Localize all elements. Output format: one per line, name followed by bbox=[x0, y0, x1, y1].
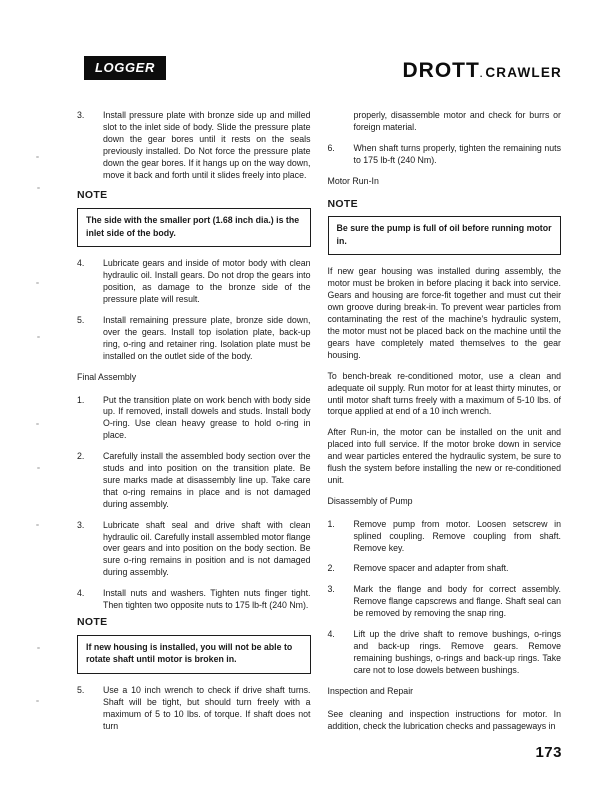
scan-mark bbox=[37, 647, 40, 649]
numbered-step bbox=[77, 258, 311, 306]
numbered-step bbox=[77, 520, 311, 580]
scan-mark bbox=[37, 187, 40, 189]
numbered-step bbox=[77, 685, 311, 733]
step-number: 1. bbox=[77, 394, 85, 405]
scan-mark bbox=[36, 524, 39, 526]
numbered-step bbox=[328, 584, 562, 620]
step-number: 6. bbox=[327, 142, 335, 153]
step-number: 2. bbox=[327, 563, 335, 574]
body-paragraph: To bench-break re-conditioned motor, use a clean and adequate oil supply. Run motor for at least thirty minutes, or until motor shaft turns freely with a maximum of 5-10 lbs. of torque applied at end of a 10 inch wrench. bbox=[327, 370, 561, 417]
numbered-step bbox=[328, 629, 562, 677]
left-column bbox=[77, 110, 311, 742]
step-text: When shaft turns properly, tighten the remaining nuts to 175 lb-ft (240 Nm). bbox=[353, 142, 561, 165]
step-text: Lubricate shaft seal and drive shaft with clean hydraulic oil. Carefully install assembled motor flange over gears and into position on the body section. Be sure o-ring remains in position and is not damaged during assembly. bbox=[103, 519, 311, 578]
right-column bbox=[328, 110, 562, 742]
numbered-step bbox=[77, 451, 311, 511]
body-paragraph: See cleaning and inspection instructions for motor. In addition, check the lubrication checks and passageways in bbox=[327, 708, 561, 731]
numbered-step bbox=[77, 395, 311, 443]
note-heading: NOTE bbox=[77, 616, 108, 628]
step-number: 4. bbox=[77, 588, 85, 599]
scan-mark bbox=[37, 467, 40, 469]
note-heading: NOTE bbox=[327, 197, 358, 210]
numbered-step bbox=[328, 519, 562, 555]
step-text: properly, disassemble motor and check for burrs or foreign material. bbox=[353, 110, 561, 132]
scan-mark bbox=[36, 156, 39, 158]
step-text: Lubricate gears and inside of motor body with clean hydraulic oil. Install gears. Do not drop the gears into position, as damage to the bronze side of the pressure plate will result. bbox=[103, 258, 311, 305]
step-number: 2. bbox=[77, 451, 85, 462]
step-number: 1. bbox=[327, 518, 335, 529]
scan-mark bbox=[36, 282, 39, 284]
step-number: 5. bbox=[77, 314, 85, 325]
step-text: Carefully install the assembled body section over the studs and into position on the transition plate. Be sure marks made at disassembly line up. Take care that o-ring remains in place and is not damaged during assembly. bbox=[103, 451, 311, 509]
step-text: Install nuts and washers. Tighten nuts finger tight. Then tighten two opposite nuts to 175 lb-ft (240 Nm). bbox=[103, 588, 311, 611]
step-number-spacer bbox=[328, 110, 354, 134]
numbered-step bbox=[328, 143, 562, 167]
section-heading-final-assembly: Final Assembly bbox=[77, 371, 137, 382]
note-box: If new housing is installed, you will not be able to rotate shaft until motor is broken in. bbox=[77, 635, 311, 674]
note-box: Be sure the pump is full of oil before running motor in. bbox=[328, 216, 562, 255]
step-text: Remove pump from motor. Loosen setscrew in splined coupling. Remove coupling from shaft. Remove key. bbox=[353, 518, 561, 553]
note-heading: NOTE bbox=[77, 189, 108, 202]
step-text: Lift up the drive shaft to remove bushings, o-rings and back-up rings. Remove gears. Remove remaining bushings, o-rings and back-up rings. Take care not to lose dowels between bushings. bbox=[353, 629, 561, 675]
page-header bbox=[84, 56, 562, 81]
step-number: 3. bbox=[77, 519, 85, 530]
step-text: Install remaining pressure plate, bronze side down, over the gears. Install top isolation plate, back-up ring, o-ring and retainer ring. Isolation plate must be installed on the outlet side of the body. bbox=[103, 314, 311, 361]
section-heading-motor-run-in: Motor Run-In bbox=[327, 175, 379, 186]
drott-crawler-logo bbox=[403, 60, 563, 81]
step-text: Mark the flange and body for correct assembly. Remove flange capscrews and flange. Shaft seal can be removed by removing the snap ring. bbox=[353, 584, 561, 619]
numbered-step bbox=[328, 563, 562, 575]
brand-separator: . bbox=[479, 69, 483, 79]
step-text: Put the transition plate on work bench with body side up. If removed, install dowels and studs. Install body O-ring. Use clean heavy grease to hold o-ring in place. bbox=[103, 394, 311, 441]
scan-mark bbox=[36, 700, 39, 702]
step-text: Install pressure plate with bronze side up and milled slot to the inlet side of body. Slide the pressure plate down the gear bores until it rests on the seals previously installed. Do Not force the pressure plate down the gear bores. If it hangs up on the way down, move it back and forth until it slides freely into place. bbox=[103, 110, 311, 180]
scan-mark bbox=[37, 336, 40, 338]
page-number: 173 bbox=[535, 744, 562, 761]
numbered-step bbox=[77, 110, 311, 181]
numbered-step bbox=[77, 588, 311, 612]
step-text: Use a 10 inch wrench to check if drive shaft turns. Shaft will be tight, but should turn freely with a maximum of 5 to 10 lbs. of torque. If shaft does not turn bbox=[103, 684, 311, 731]
step-number: 3. bbox=[77, 110, 85, 120]
step-number: 4. bbox=[327, 629, 335, 640]
brand-suffix: CRAWLER bbox=[485, 65, 562, 80]
body-paragraph: After Run-in, the motor can be installed on the unit and placed into full service. If the motor broke down in service and wear particles entered the hydraulic system, be sure to flush the system before installing the new or re-conditioned unit. bbox=[327, 427, 561, 485]
brand-name: DROTT bbox=[402, 59, 480, 82]
two-column-body bbox=[77, 110, 561, 742]
step-number: 4. bbox=[77, 258, 85, 269]
step-number: 3. bbox=[327, 584, 335, 595]
body-paragraph: If new gear housing was installed during assembly, the motor must be broken in before placing it back into service. Gears and housing are force-fit together and must cut their own groove during break-in. To prevent wear particles from contaminating the rest of the machine's hydraulic system, the motor must not be placed back on the machine until the gears have completely mated themselves to the gear housing. bbox=[327, 266, 561, 360]
scan-mark bbox=[36, 423, 39, 425]
logger-logo: LOGGER bbox=[84, 56, 166, 80]
section-heading-disassembly-of-pump: Disassembly of Pump bbox=[327, 495, 413, 506]
step-text: Remove spacer and adapter from shaft. bbox=[353, 563, 509, 574]
note-box: The side with the smaller port (1.68 inch dia.) is the inlet side of the body. bbox=[77, 208, 311, 247]
step-number: 5. bbox=[77, 684, 85, 695]
numbered-step bbox=[77, 315, 311, 363]
section-heading-inspection-and-repair: Inspection and Repair bbox=[327, 685, 414, 696]
continued-step-text bbox=[328, 110, 562, 134]
